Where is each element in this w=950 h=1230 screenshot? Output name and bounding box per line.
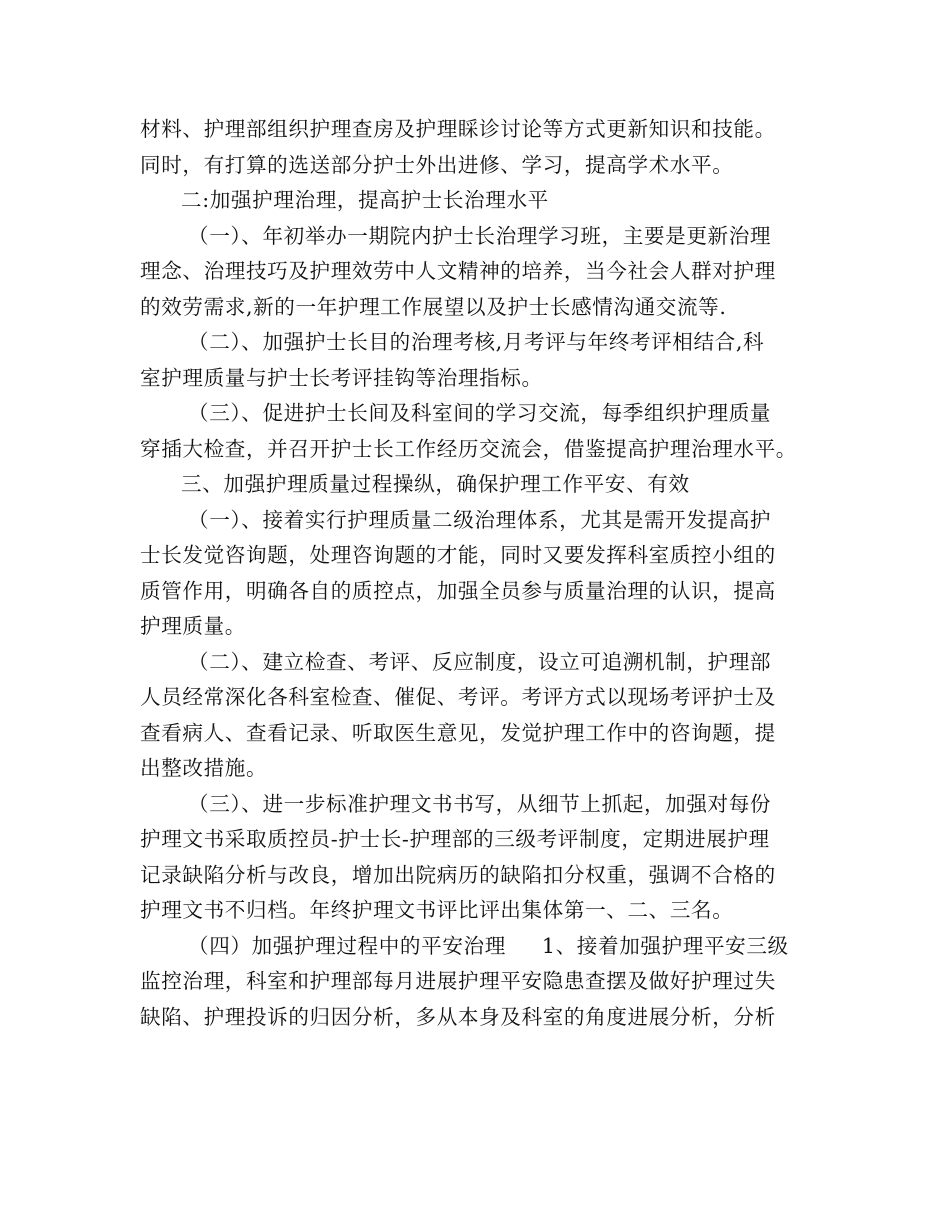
text-line: 护理文书采取质控员-护士长-护理部的三级考评制度，定期进展护理 [140, 827, 770, 851]
section-heading: 三、加强护理质量过程操纵，确保护理工作平安、有效 [181, 472, 690, 496]
text-line: 记录缺陷分析与改良，增加出院病历的缺陷扣分权重，强调不合格的 [140, 862, 776, 887]
text-line: （二）、加强护士长目的治理考核,月考评与年终考评相结合,科 [188, 330, 765, 354]
text-line: 材料、护理部组织护理查房及护理睬诊讨论等方式更新知识和技能。 [140, 117, 776, 141]
text-line: 室护理质量与护士长考评挂钩等治理指标。 [140, 365, 543, 390]
text-line: 理念、治理技巧及护理效劳中人文精神的培养，当今社会人群对护理 [140, 259, 776, 283]
text-line: 的效劳需求,新的一年护理工作展望以及护士长感情沟通交流等. [140, 294, 727, 319]
text-line: （三）、进一步标准护理文书书写，从细节上抓起，加强对每份 [188, 791, 772, 816]
text-line: 穿插大检查，并召开护士长工作经历交流会，借鉴提高护理治理水平。 [140, 436, 798, 461]
text-line: （三）、促进护士长间及科室间的学习交流，每季组织护理质量 [188, 401, 772, 425]
text-fragment: 1、接着加强护理平安三级 [541, 933, 789, 958]
text-line: 质管作用，明确各自的质控点，加强全员参与质量治理的认识，提高 [140, 578, 776, 603]
text-line: 人员经常深化各科室检查、催促、考评。考评方式以现场考评护士及 [140, 685, 776, 709]
document-body [140, 112, 812, 1035]
text-line: 护理文书不归档。年终护理文书评比评出集体第一、二、三名。 [140, 898, 734, 922]
subsection-heading: （四）加强护理过程中的平安治理 [188, 933, 506, 958]
text-line: 缺陷、护理投诉的归因分析，多从本身及科室的角度进展分析，分析 [140, 1004, 776, 1029]
text-line: （一）、年初举办一期院内护士长治理学习班，主要是更新治理 [188, 223, 772, 248]
text-line: 士长发觉咨询题，处理咨询题的才能，同时又要发挥科室质控小组的 [140, 543, 776, 567]
section-heading: 二:加强护理治理，提高护士长治理水平 [181, 188, 549, 212]
text-line [140, 929, 812, 965]
text-line: 监控治理，科室和护理部每月进展护理平安隐患查摆及做好护理过失 [140, 969, 776, 993]
text-line: 护理质量。 [140, 614, 246, 638]
text-line: （一）、接着实行护理质量二级治理体系，尤其是需开发提高护 [188, 507, 772, 532]
text-line: 出整改措施。 [140, 756, 268, 780]
text-line: （二）、建立检查、考评、反应制度，设立可追溯机制，护理部 [188, 649, 772, 674]
text-line: 查看病人、查看记录、听取医生意见，发觉护理工作中的咨询题，提 [140, 720, 776, 745]
text-line: 同时，有打算的选送部分护士外出进修、学习，提高学术水平。 [140, 152, 734, 177]
